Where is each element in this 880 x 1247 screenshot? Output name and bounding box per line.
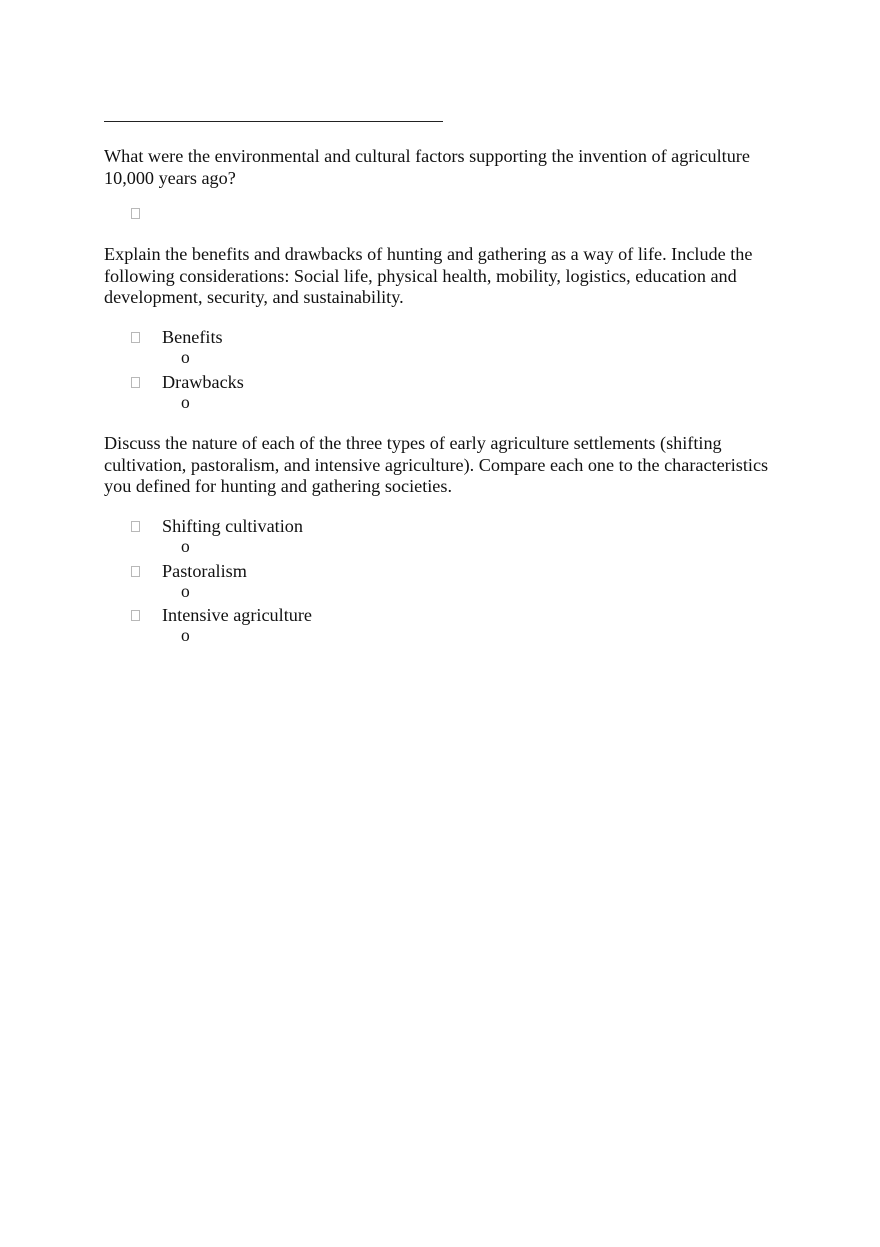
empty-checkbox-icon [131,521,140,532]
sub-bullet-marker: o [181,536,190,556]
sub-bullet-marker: o [181,392,190,412]
bullet-label: Benefits [162,327,223,347]
bullet-label: Intensive agriculture [162,605,312,625]
question-2-bullet-benefits [131,326,223,348]
question-3-bullet-pastoralism [131,560,247,582]
header-rule [104,121,443,122]
question-3-text: Discuss the nature of each of the three types of early agriculture settlements (shifting cultivation, pastoralism, and intensive agriculture). Compare each one to the characteristics you defined for hunting and gathering societies. [104,433,769,496]
empty-checkbox-icon [131,377,140,388]
question-3-bullet-shifting-cultivation [131,515,303,537]
sub-bullet-marker: o [181,347,190,367]
empty-checkbox-icon [131,208,140,219]
bullet-label: Shifting cultivation [162,516,303,536]
question-2-text: Explain the benefits and drawbacks of hunting and gathering as a way of life. Include the following considerations: Social life, physical health, mobility, logistics, education and development, security, and sustainability. [104,244,753,307]
empty-checkbox-icon [131,332,140,343]
question-1-text: What were the environmental and cultural factors supporting the invention of agriculture 10,000 years ago? [104,146,750,188]
empty-checkbox-icon [131,610,140,621]
bullet-label: Pastoralism [162,561,247,581]
sub-bullet-marker: o [181,625,190,645]
bullet-label: Drawbacks [162,372,244,392]
question-2-bullet-drawbacks [131,371,244,393]
empty-checkbox-icon [131,566,140,577]
sub-bullet-marker: o [181,581,190,601]
question-3-bullet-intensive-agriculture [131,604,312,626]
question-1-bullet-1 [131,202,140,224]
